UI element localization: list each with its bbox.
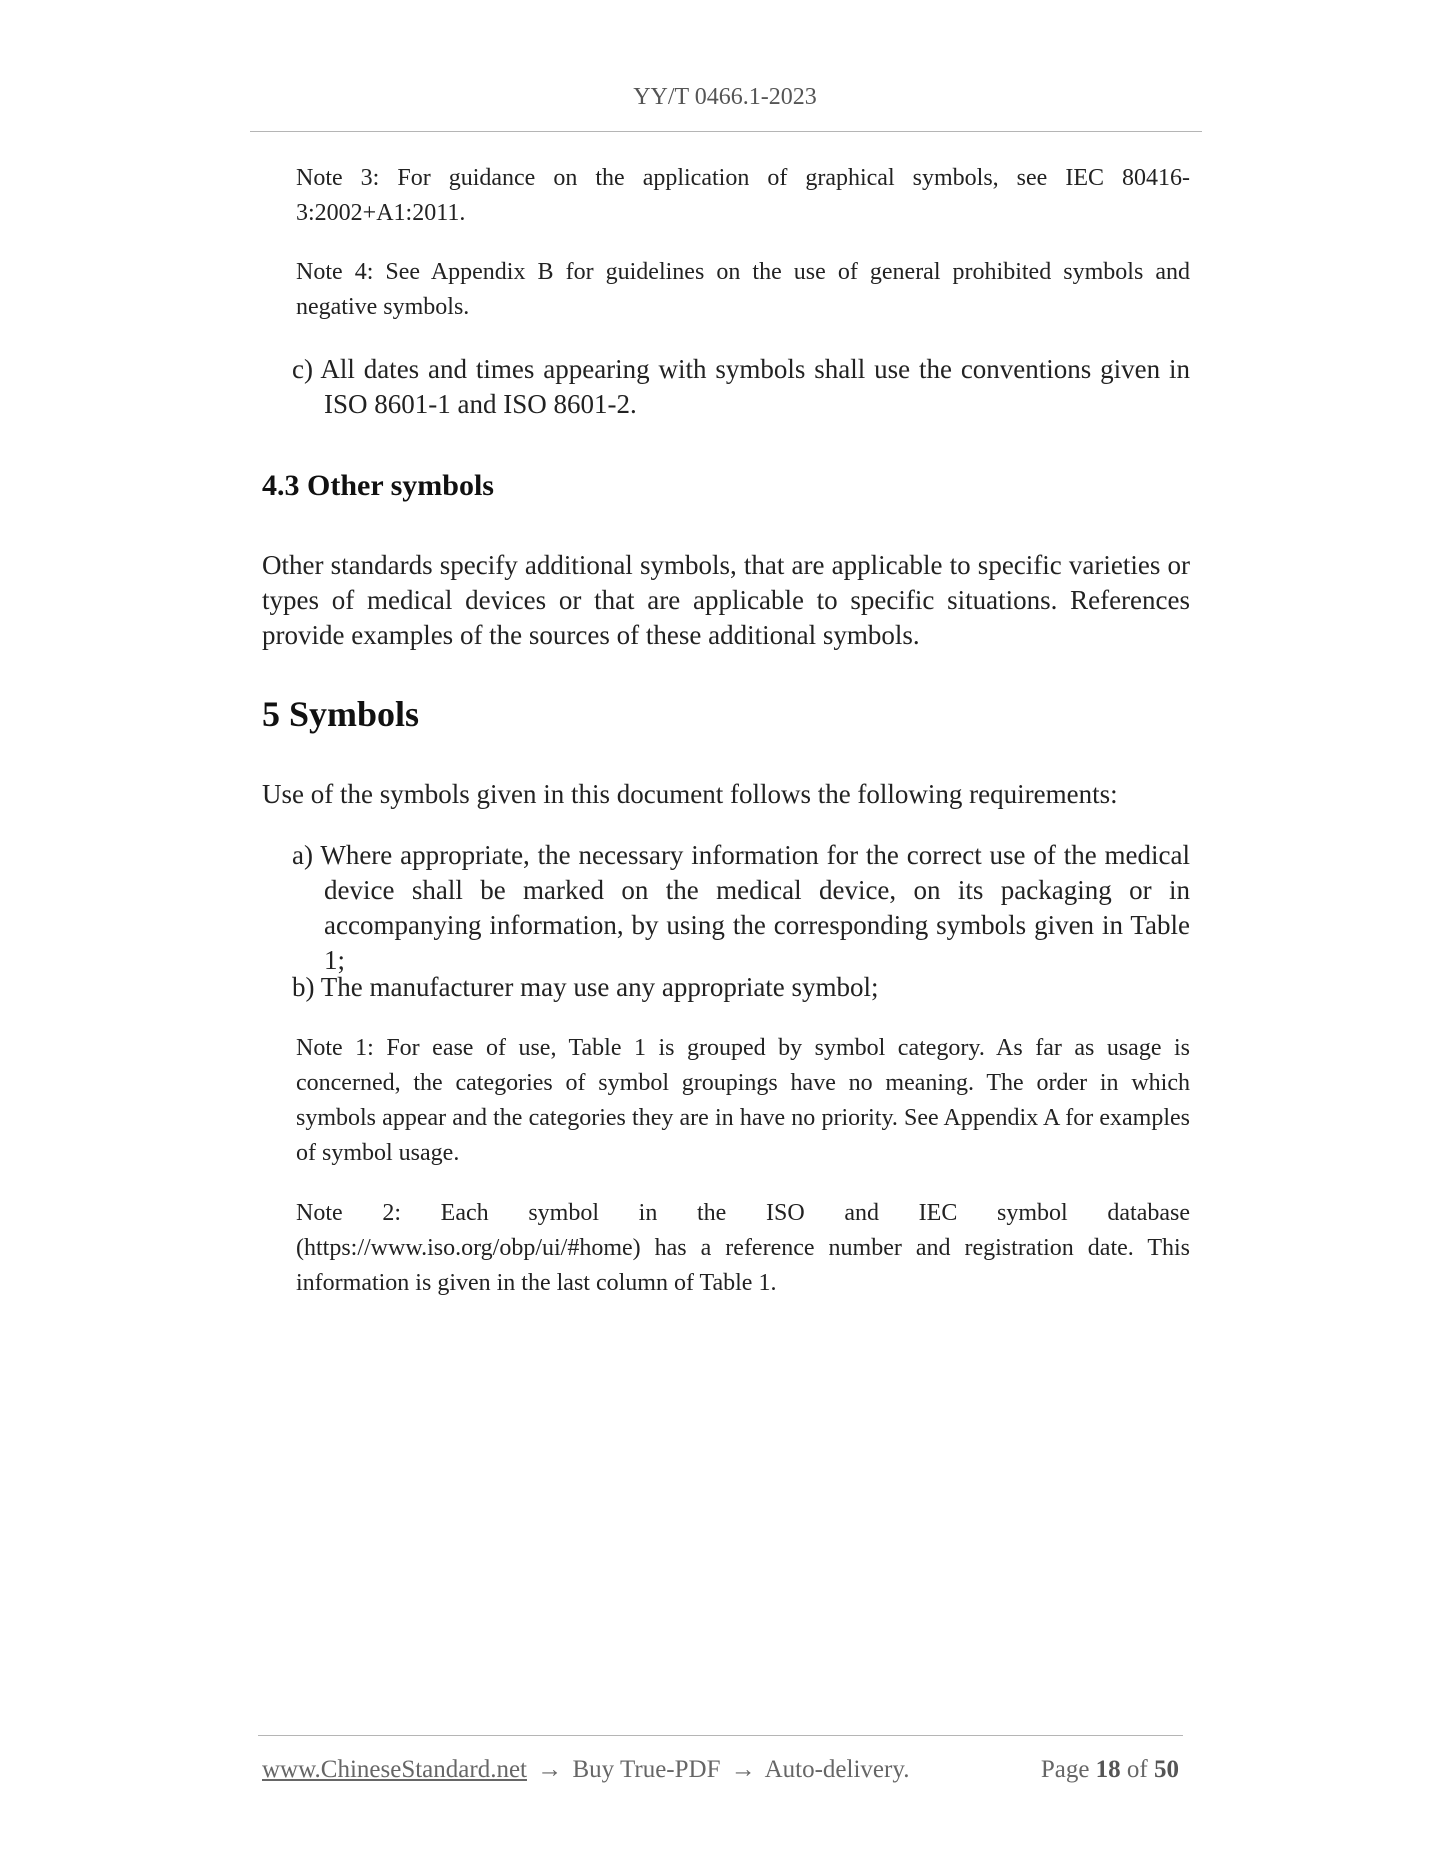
section-5-intro: Use of the symbols given in this document follows the following requirements: [262,779,1118,809]
note-3: Note 3: For guidance on the application of graphical symbols, see IEC 80416-3:2002+A1:2011. [296,165,1190,226]
footer-links [262,1756,909,1784]
arrow-right-icon: → [730,1756,756,1783]
page-current: 18 [1095,1756,1121,1783]
footer-divider [258,1735,1183,1736]
site-link[interactable]: www.ChineseStandard.net [262,1756,527,1783]
page-label: Page [1040,1756,1090,1783]
list-item-c: c) All dates and times appearing with symbols shall use the conventions given in ISO 8601-1 and ISO 8601-2. [292,354,1190,419]
list-item-b: b) The manufacturer may use any appropriate symbol; [292,972,879,1002]
section-heading-4-3: 4.3 Other symbols [262,469,494,502]
arrow-right-icon: → [537,1756,563,1783]
page-total: 50 [1154,1756,1179,1783]
page-header: YY/T 0466.1-2023 [633,84,817,110]
buy-true-pdf-text: Buy True-PDF [572,1756,721,1783]
header-divider [250,131,1202,132]
note-4: Note 4: See Appendix B for guidelines on the use of general prohibited symbols and negative symbols. [296,259,1190,320]
list-item-a: a) Where appropriate, the necessary information for the correct use of the medical device shall be marked on the medical device, on its packaging or in accompanying information, by using the corresponding symbols given in Table 1; [292,840,1190,975]
page-of-label: of [1126,1756,1148,1783]
section-5-note-1: Note 1: For ease of use, Table 1 is grouped by symbol category. As far as usage is concerned, the categories of symbol groupings have no meaning. The order in which symbols appear and the categories they are in have no priority. See Appendix A for examples of symbol usage. [296,1035,1190,1166]
auto-delivery-text: Auto-delivery. [764,1756,910,1783]
page-number [1041,1756,1179,1784]
section-heading-5: 5 Symbols [262,694,420,734]
section-4-3-paragraph: Other standards specify additional symbols, that are applicable to specific varieties or types of medical devices or that are applicable to specific situations. References provide examples of the sources of these additional symbols. [262,550,1190,650]
section-5-note-2: Note 2: Each symbol in the ISO and IEC symbol database (https://www.iso.org/obp/ui/#home) has a reference number and registration date. This information is given in the last column of Table 1. [296,1200,1190,1296]
